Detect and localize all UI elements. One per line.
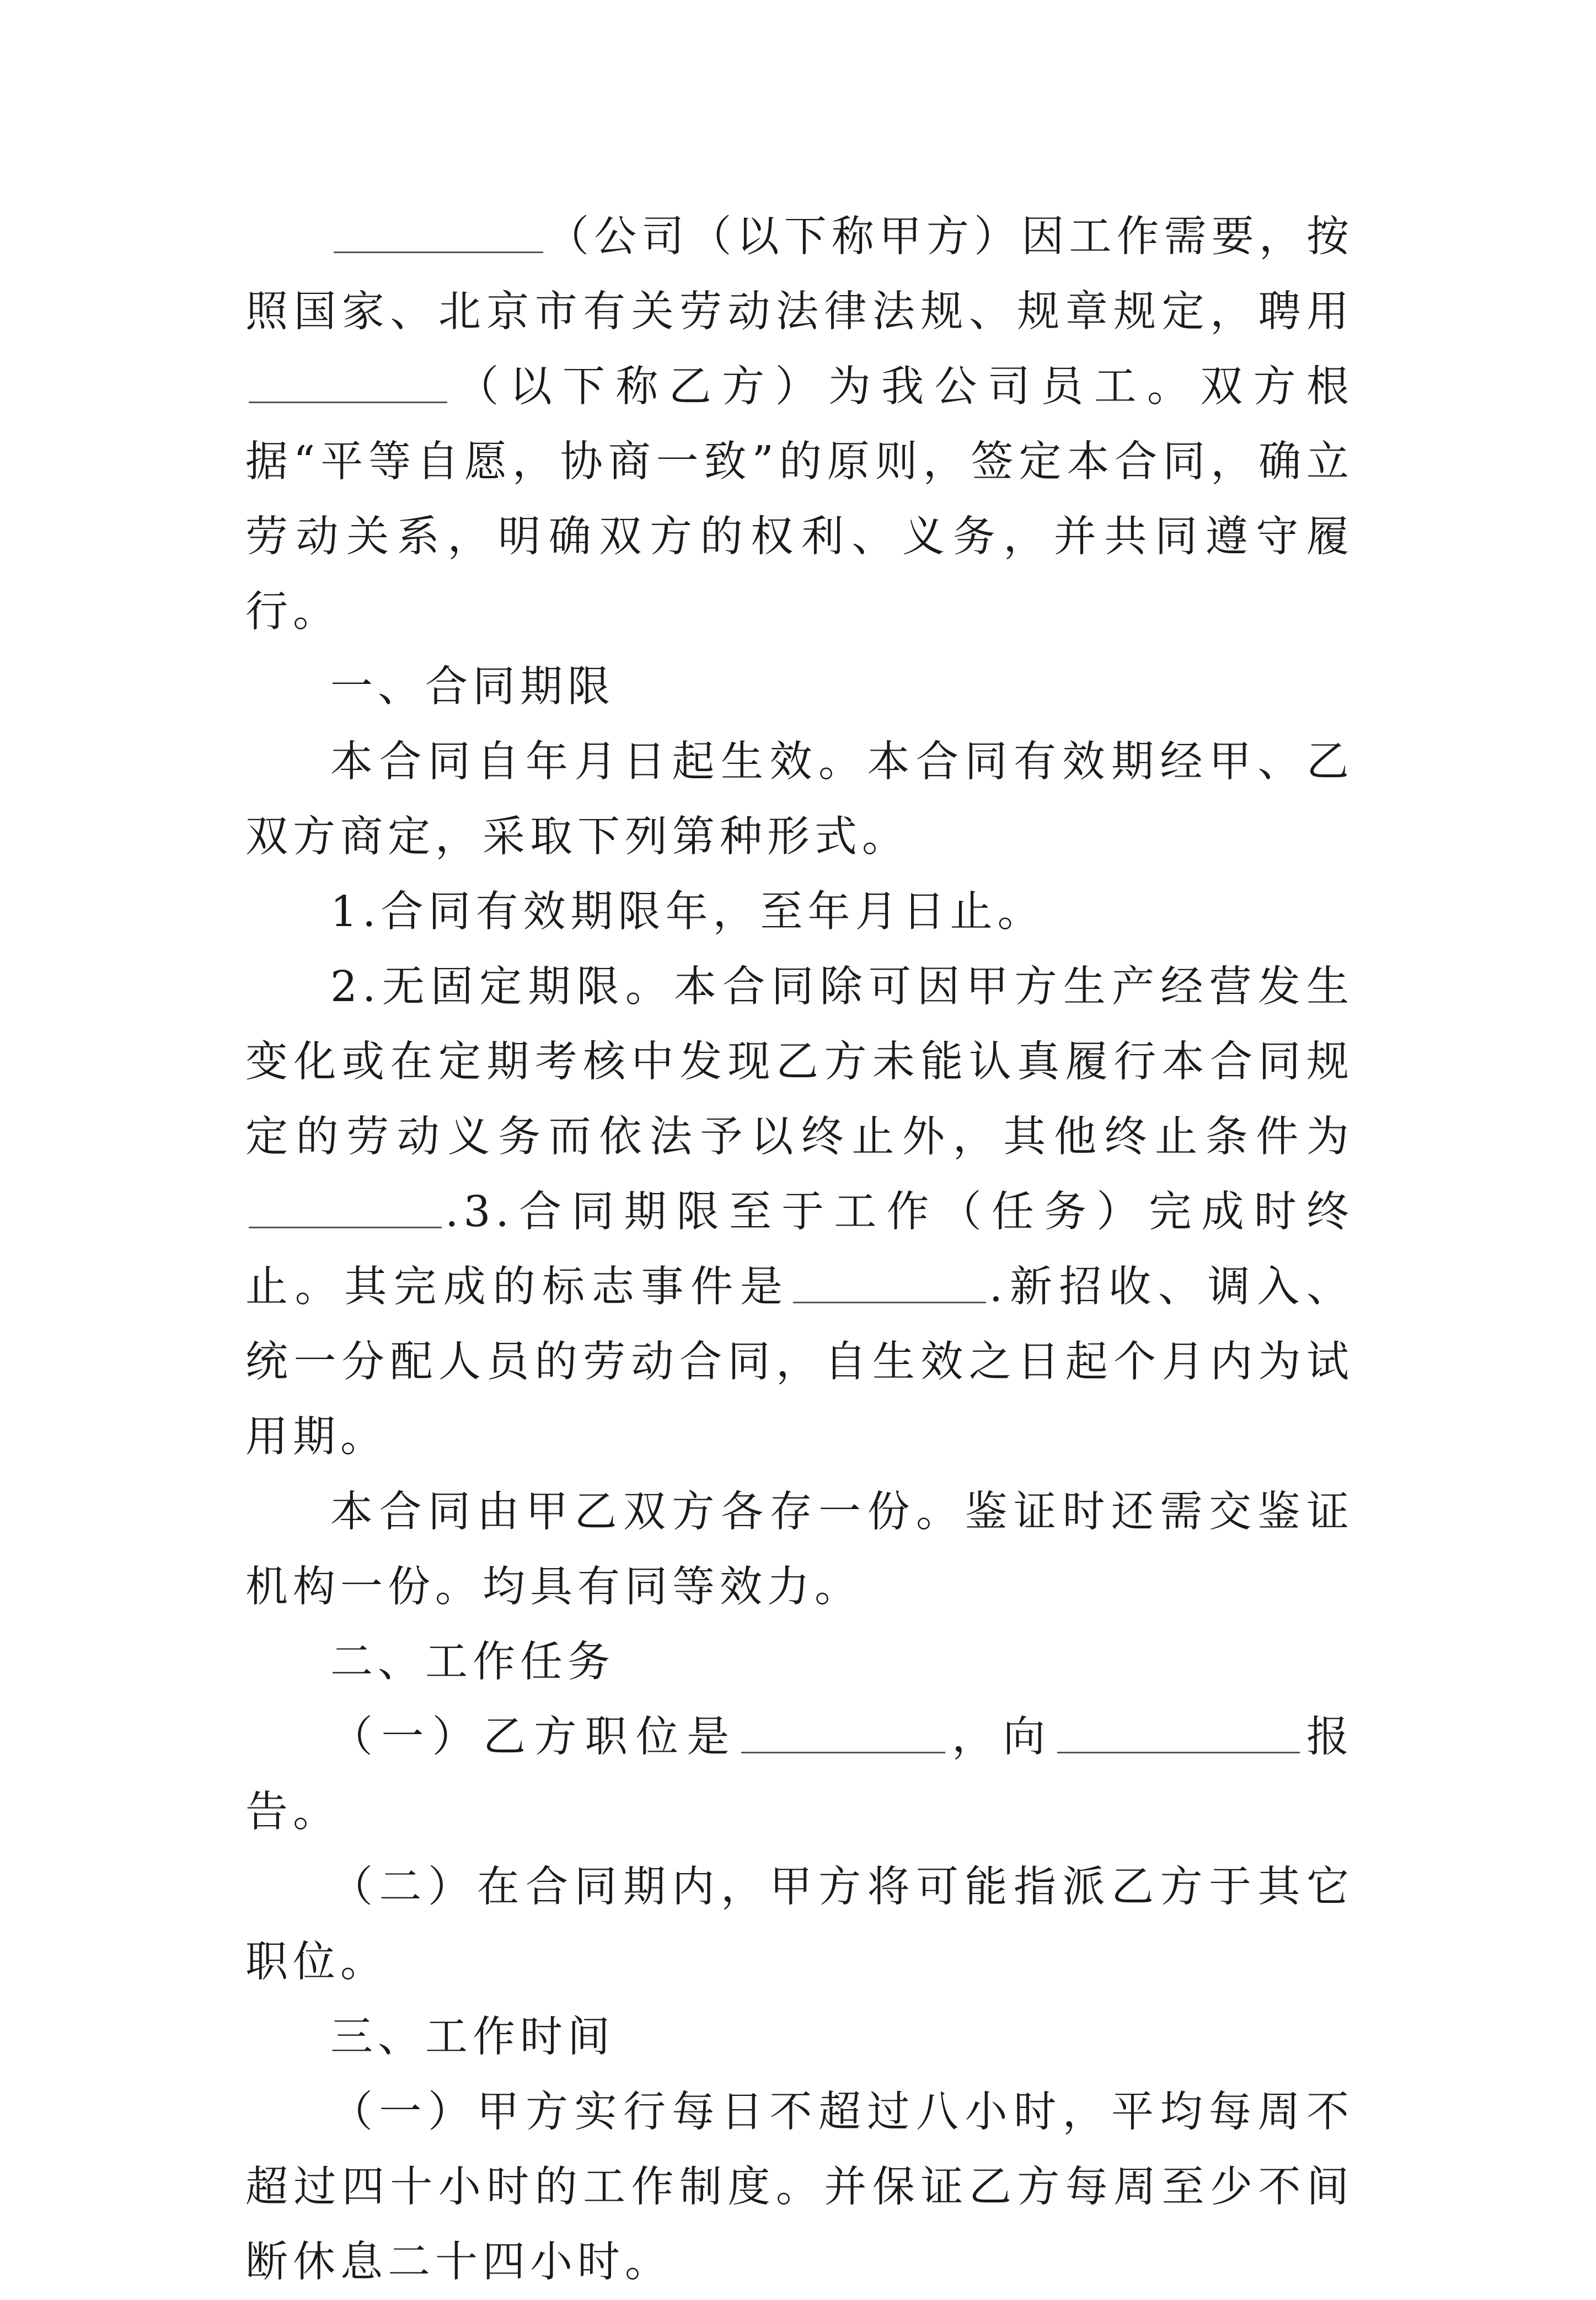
- term-item-2: [245, 950, 1354, 1475]
- task-clause-1-text-b: ，向: [948, 1713, 1054, 1762]
- task-clause-1-text-a: （一）乙方职位是: [330, 1713, 738, 1762]
- preamble-text-2: （以下称乙方）为我公司员工。双方根据“平等自愿，协商一致”的原则，签定本合同，确立劳动关系，明确双方的权利、义务，并共同遵守履行。: [245, 362, 1354, 636]
- term-item-2-text-b: .3.合同期限至于工作（任务）完成时终止。其完成的标志事件是: [245, 1188, 1354, 1312]
- contract-body: [245, 200, 1354, 2300]
- term-item-2-text-c: .新招收、调入、统一分配人员的劳动合同，自生效之日起个月内为试用期。: [245, 1263, 1354, 1462]
- employee-name-blank: [249, 363, 447, 403]
- completion-event-blank: [793, 1263, 986, 1303]
- report-to-blank: [1057, 1713, 1300, 1753]
- termination-condition-blank: [249, 1188, 442, 1228]
- term-item-2-text-a: 2.无固定期限。本合同除可因甲方生产经营发生变化或在定期考核中发现乙方未能认真履行本合同规定的劳动义务而依法予以终止外，其他终止条件为: [245, 962, 1354, 1162]
- section-heading-term: 一、合同期限: [330, 662, 615, 712]
- hours-clause-1: （一）甲方实行每日不超过八小时，平均每周不超过四十小时的工作制度。并保证乙方每周至少不间断休息二十四小时。: [245, 2088, 1354, 2287]
- copies-paragraph: 本合同由甲乙双方各存一份。鉴证时还需交鉴证机构一份。均具有同等效力。: [245, 1488, 1354, 1612]
- task-clause-1: [245, 1700, 1354, 1850]
- task-clause-2: （二）在合同期内，甲方将可能指派乙方于其它职位。: [245, 1863, 1354, 1987]
- position-blank: [741, 1713, 945, 1753]
- section-heading-tasks: 二、工作任务: [330, 1638, 615, 1687]
- task-clause-1-text-c: 报告。: [245, 1713, 1354, 1837]
- company-name-blank: [334, 213, 543, 253]
- preamble-text-1: （公司（以下称甲方）因工作需要，按照国家、北京市有关劳动法律法规、规章规定，聘用: [245, 212, 1354, 336]
- term-paragraph: 本合同自年月日起生效。本合同有效期经甲、乙双方商定，采取下列第种形式。: [245, 737, 1354, 862]
- term-item-1: 1.合同有效期限年，至年月日止。: [330, 887, 1045, 937]
- preamble-paragraph: [245, 200, 1354, 650]
- section-heading-hours: 三、工作时间: [330, 2013, 615, 2062]
